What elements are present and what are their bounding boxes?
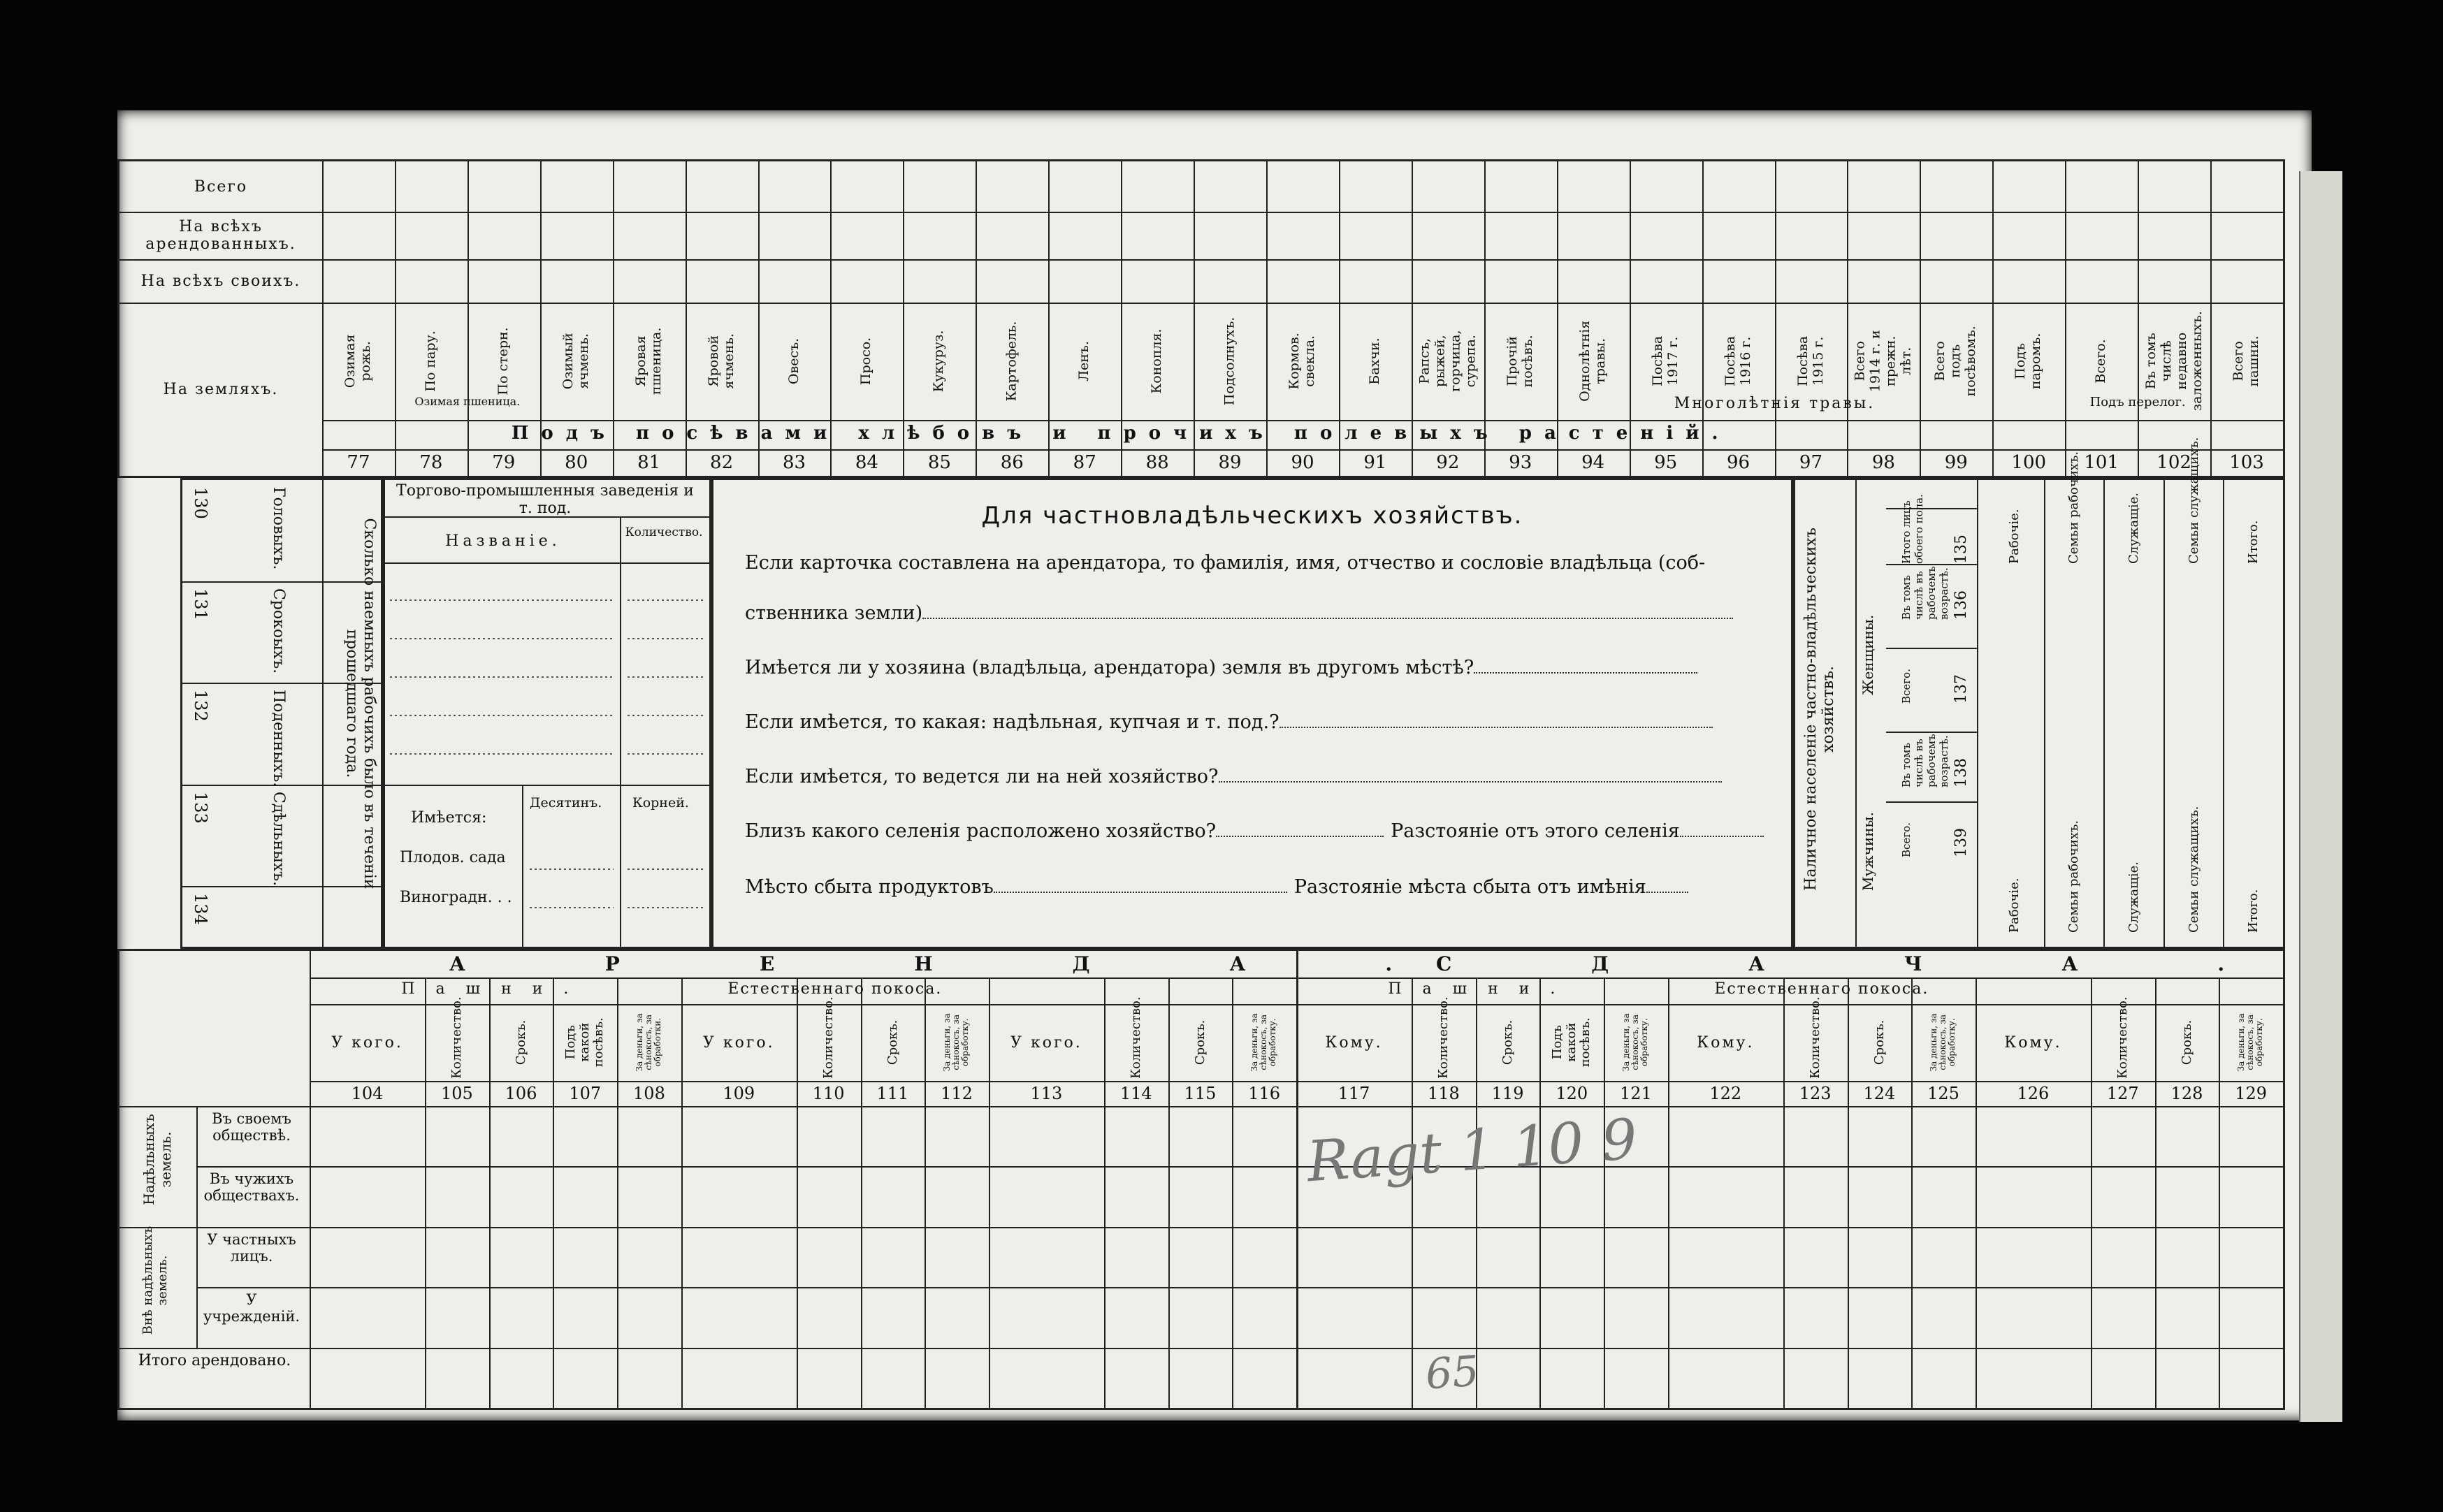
lease-col-header-text: Количество. xyxy=(449,996,464,1079)
lease-col-number: 122 xyxy=(1709,1084,1742,1103)
column-number: 85 xyxy=(927,452,951,473)
lease-col-header-text: Количество. xyxy=(1807,996,1822,1079)
lease-col-number: 109 xyxy=(723,1084,755,1103)
column-number: 84 xyxy=(855,452,878,473)
column-header xyxy=(2210,303,2283,420)
column-number: 91 xyxy=(1363,452,1387,473)
pop-col-header-top: Семьи рабочихъ. xyxy=(2066,451,2082,564)
group-nadel: Надѣльныхъ земель. xyxy=(140,1114,174,1205)
lease-col-number: 112 xyxy=(941,1084,973,1103)
workers-columns xyxy=(180,478,383,949)
lease-col-header xyxy=(1232,1004,1296,1081)
private-line1b-field[interactable] xyxy=(922,618,1733,619)
lease-col-header-text: Количество. xyxy=(1128,996,1143,1079)
lease-col-number: 127 xyxy=(2106,1084,2139,1103)
column-number: 102 xyxy=(2156,452,2191,473)
lease-col-header-text: За деньги, за сѣнокосъ, за обработку. xyxy=(2236,1013,2265,1072)
worker-label: Сдѣльныхъ. xyxy=(270,791,287,886)
lease-col-header-text: За деньги, за сѣнокосъ, за обработку. xyxy=(942,1013,971,1072)
column-number: 92 xyxy=(1436,452,1460,473)
lease-col-header-text: Подъ какой посѣвъ. xyxy=(563,1017,607,1068)
private-line3-field[interactable] xyxy=(1280,727,1713,728)
column-number: 103 xyxy=(2229,452,2264,473)
private-title: Для частновладѣльческихъ хозяйствъ. xyxy=(981,502,1523,530)
lease-col-header xyxy=(489,1004,553,1081)
lease-col-number: 118 xyxy=(1427,1084,1460,1103)
trade-sad: Плодов. сада xyxy=(400,849,506,866)
column-header-text: Всего 1914 г. и прежн. лѣт. xyxy=(1852,330,1914,393)
perennial-grass-label: Многолѣтнія травы. xyxy=(1674,395,1876,412)
hired-workers-label: Сколько наемныхъ рабочихъ было въ теченіи прошедшаго года. xyxy=(343,518,378,889)
lease-col-number: 120 xyxy=(1556,1084,1588,1103)
lease-col-header-text: У кого. xyxy=(702,1033,775,1052)
lease-col-header xyxy=(1911,1004,1976,1081)
column-number: 100 xyxy=(2011,452,2047,473)
column-header-text: Озимая рожь. xyxy=(342,334,373,388)
column-number: 101 xyxy=(2084,452,2119,473)
lease-col-number: 129 xyxy=(2235,1084,2268,1103)
lease-col-header xyxy=(2091,996,2155,1081)
column-header-text: Посѣва 1917 г. xyxy=(1649,335,1681,387)
row-divider xyxy=(119,259,2283,261)
column-header xyxy=(613,303,686,420)
lease-col-header xyxy=(1476,1004,1540,1081)
trade-qty-col: Количество. xyxy=(625,525,703,539)
pop-col-header-top: Рабочіе. xyxy=(2006,509,2022,564)
column-header xyxy=(1194,303,1266,420)
lease-col-number: 115 xyxy=(1184,1084,1217,1103)
pop-col-header-bottom: Семьи рабочихъ. xyxy=(2066,820,2082,933)
column-header xyxy=(1048,303,1121,420)
column-header xyxy=(1412,303,1484,420)
pop-number: 136 xyxy=(1952,590,1970,620)
pop-col-divider xyxy=(2163,480,2165,947)
private-line5a-field[interactable] xyxy=(1216,836,1384,837)
lease-col-header xyxy=(310,1004,425,1081)
column-number: 99 xyxy=(1944,452,1968,473)
pop-women: Женщины. xyxy=(1860,614,1876,695)
lease-col-header-text: Количество. xyxy=(2115,996,2130,1079)
lease-col-header xyxy=(425,996,489,1081)
column-number: 90 xyxy=(1291,452,1314,473)
lease-col-header xyxy=(1783,996,1848,1081)
lease-table xyxy=(117,949,2365,1410)
lease-col-number: 113 xyxy=(1030,1084,1063,1103)
private-line5 xyxy=(745,820,1764,842)
column-header-text: Бахчи. xyxy=(1366,337,1382,385)
column-header-text: Всего. xyxy=(2093,339,2109,384)
column-header xyxy=(830,303,903,420)
column-number: 80 xyxy=(565,452,588,473)
column-number: 81 xyxy=(637,452,661,473)
handwritten-note: Ragt 1 10 9 xyxy=(1305,1106,1639,1195)
lease-col-header-text: За деньги, за сѣнокосъ, за обработку. xyxy=(1621,1013,1650,1072)
pop-vsego-men: Всего. xyxy=(1900,822,1913,857)
column-header xyxy=(1920,303,1992,420)
lease-row-label: У частныхъ лицъ. xyxy=(207,1230,296,1265)
lease-col-header-text: Срокъ. xyxy=(1871,1019,1887,1066)
lease-group-divider xyxy=(196,1106,198,1348)
column-header-text: Яровая пшеница. xyxy=(632,327,664,395)
private-line2 xyxy=(745,657,1697,678)
private-line6b-text: Разстояніе мѣста сбыта отъ имѣнія xyxy=(1293,876,1646,898)
lease-col-number: 117 xyxy=(1338,1084,1370,1103)
trade-title: Торгово-промышленныя заведенія и т. под. xyxy=(396,482,694,517)
lease-col-header xyxy=(617,1004,681,1081)
private-line6a-text: Мѣсто сбыта продуктовъ xyxy=(745,876,994,898)
lease-col-header-text: Срокъ. xyxy=(1500,1019,1515,1066)
column-number: 86 xyxy=(1000,452,1024,473)
column-divider xyxy=(2283,161,2284,476)
column-header-text: Конопля. xyxy=(1149,328,1165,394)
private-line6 xyxy=(745,876,1688,898)
lease-col-header xyxy=(1668,1004,1783,1081)
lease-col-number: 121 xyxy=(1620,1084,1652,1103)
column-header-text: Кормов. свекла. xyxy=(1286,333,1317,390)
mid-left-divider xyxy=(322,480,324,947)
column-header xyxy=(686,303,758,420)
worker-number: 131 xyxy=(191,588,210,621)
lease-col-header xyxy=(1604,1004,1668,1081)
lease-col-header-text: Срокъ. xyxy=(513,1019,528,1066)
column-header-text: Ленъ. xyxy=(1076,341,1092,381)
column-number: 87 xyxy=(1073,452,1096,473)
worker-number: 132 xyxy=(191,690,210,722)
private-line4-field[interactable] xyxy=(1219,781,1722,783)
column-header-text: Въ томъ числѣ недавно заложенныхъ. xyxy=(2143,311,2204,412)
pop-divider xyxy=(1977,480,1978,947)
lease-col-number: 106 xyxy=(505,1084,537,1103)
pop-col-divider xyxy=(2223,480,2224,947)
row-label: На всѣхъ арендованныхъ. xyxy=(145,218,296,253)
band-top-divider xyxy=(322,420,2283,421)
lease-col-header-text: Подъ какой посѣвъ. xyxy=(1550,1017,1593,1068)
trade-name-col: Названіе. xyxy=(445,532,561,550)
column-header xyxy=(758,303,831,420)
handwritten-bottom: 65 xyxy=(1423,1346,1481,1400)
private-line5b-text: Разстояніе отъ этого селенія xyxy=(1391,820,1680,842)
private-line6a-field[interactable] xyxy=(994,892,1287,893)
lease-col-number: 110 xyxy=(812,1084,845,1103)
lease-col-number: 114 xyxy=(1119,1084,1152,1103)
column-header-text: По стерн. xyxy=(495,327,511,395)
private-line1b xyxy=(745,602,1733,624)
row-label: Всего xyxy=(194,177,248,196)
lease-col-header xyxy=(989,1004,1104,1081)
worker-label: Головыхъ. xyxy=(270,487,287,570)
pop-col-divider xyxy=(2044,480,2045,947)
pop-number: 139 xyxy=(1952,828,1970,857)
lease-col-number: 105 xyxy=(440,1084,473,1103)
column-header-text: Прочій посѣвъ. xyxy=(1504,335,1535,388)
lease-col-header-text: У кого. xyxy=(1010,1033,1082,1052)
column-header-text: Просо. xyxy=(858,337,874,386)
lease-col-header-text: Срокъ. xyxy=(2179,1019,2194,1066)
column-header-text: Посѣва 1916 г. xyxy=(1722,335,1753,387)
group-vne: Внѣ надѣльныхъ земель. xyxy=(140,1226,170,1335)
lease-col-header-text: Кому. xyxy=(1697,1033,1755,1052)
lease-col-header xyxy=(1168,1004,1233,1081)
private-line1b-text: ственника земли) xyxy=(745,602,923,624)
sdacha-pashni-label: Пашни. xyxy=(1388,980,1576,998)
lease-row-divider xyxy=(196,1287,2283,1288)
column-number: 93 xyxy=(1509,452,1532,473)
lease-row-divider xyxy=(119,1106,2283,1107)
private-line3 xyxy=(745,711,1713,733)
pop-number: 137 xyxy=(1952,674,1970,704)
lease-col-header xyxy=(1539,1004,1604,1081)
worker-number: 133 xyxy=(191,791,210,824)
lease-col-divider xyxy=(310,951,311,1408)
pop-col-header-top: Итого. xyxy=(2246,520,2261,564)
column-header xyxy=(322,303,395,420)
column-header xyxy=(1557,303,1630,420)
lease-col-header-text: Срокъ. xyxy=(885,1019,900,1066)
lease-row-divider xyxy=(196,1166,2283,1168)
lease-col-header-text: У кого. xyxy=(331,1033,403,1052)
column-header xyxy=(1484,303,1557,420)
row-label: На всѣхъ своихъ. xyxy=(140,272,301,290)
column-header-text: Посѣва 1915 г. xyxy=(1795,335,1826,387)
column-number: 82 xyxy=(710,452,734,473)
row-divider xyxy=(119,212,2283,213)
column-header-text: Подъ паромъ. xyxy=(2013,333,2044,390)
worker-label: Поденныхъ. xyxy=(270,690,287,787)
column-header xyxy=(1121,303,1194,420)
lease-col-header xyxy=(861,1004,925,1081)
column-header xyxy=(1266,303,1339,420)
lease-col-number: 126 xyxy=(2017,1084,2050,1103)
column-header xyxy=(540,303,613,420)
sdacha-title: СДАЧА. xyxy=(1436,952,2365,975)
trade-grid xyxy=(383,478,711,949)
lease-col-header xyxy=(1412,996,1476,1081)
lease-col-header-text: Срокъ. xyxy=(1192,1019,1208,1066)
winter-wheat-label: Озимая пшеница. xyxy=(414,395,521,408)
column-number: 95 xyxy=(1654,452,1678,473)
pop-col-header-top: Семьи служащихъ. xyxy=(2186,437,2201,564)
lease-col-header xyxy=(2219,1004,2283,1081)
column-number: 79 xyxy=(492,452,516,473)
pop-col-header-bottom: Итого. xyxy=(2246,889,2261,933)
pop-total: Итого лицъ обоего пола. xyxy=(1900,494,1925,564)
private-line5b-field[interactable] xyxy=(1680,836,1764,837)
lease-col-header xyxy=(681,1004,797,1081)
column-header-text: Подсолнухъ. xyxy=(1222,317,1238,406)
lease-col-header-text: Количество. xyxy=(820,996,836,1079)
column-number: 88 xyxy=(1145,452,1169,473)
pop-col-header-top: Служащіе. xyxy=(2126,493,2141,564)
crops-area xyxy=(117,159,2285,478)
pop-vsego-women: Всего. xyxy=(1900,669,1913,704)
sheet-edge xyxy=(2299,171,2342,1422)
lease-row-divider xyxy=(119,1348,2283,1349)
fallow-label: Подъ перелог. xyxy=(2089,395,2186,409)
column-header xyxy=(1992,303,2065,420)
lease-col-header-text: За деньги, за сѣнокосъ, за обработку. xyxy=(1929,1013,1957,1072)
lease-col-header-text: Количество. xyxy=(1435,996,1451,1079)
private-line4-text: Если имѣется, то ведется ли на ней хозяйство? xyxy=(745,766,1219,787)
row-label: На земляхъ. xyxy=(163,380,279,398)
lease-col-header-text: Кому. xyxy=(2004,1033,2062,1052)
pop-number: 135 xyxy=(1952,535,1970,564)
column-number: 78 xyxy=(419,452,443,473)
lease-col-number: 108 xyxy=(633,1084,665,1103)
column-header-text: Всего подъ посѣвомъ. xyxy=(1932,326,1979,397)
private-line2-field[interactable] xyxy=(1474,672,1697,674)
pop-work-women: Въ томъ числѣ въ рабочемъ возрастѣ. xyxy=(1900,566,1950,620)
lease-row-label: Въ своемъ обществѣ. xyxy=(212,1110,291,1144)
private-line6b-field[interactable] xyxy=(1646,892,1688,893)
lease-col-header xyxy=(553,1004,617,1081)
lease-col-number: 124 xyxy=(1863,1084,1896,1103)
crops-band-label: Подъ посѣвами хлѣбовъ и прочихъ полевыхъ растеній. xyxy=(511,423,1731,444)
pop-col-header-bottom: Рабочіе. xyxy=(2006,878,2022,933)
lease-col-number: 123 xyxy=(1799,1084,1832,1103)
lease-section-divider xyxy=(1296,951,1298,1408)
pop-col-divider xyxy=(2103,480,2105,947)
lease-col-header xyxy=(1848,1004,1912,1081)
private-line3-text: Если имѣется, то какая: надѣльная, купчая и т. под.? xyxy=(745,711,1280,733)
arenda-pokos-label: Естественнаго покоса. xyxy=(727,980,943,998)
trade-vinograd: Виноградн. . . xyxy=(400,889,512,906)
private-line4 xyxy=(745,766,1722,787)
sdacha-pokos-label: Естественнаго покоса. xyxy=(1714,980,1929,998)
lease-col-number: 107 xyxy=(569,1084,602,1103)
trade-korney: Корней. xyxy=(632,795,689,810)
column-header-text: Всего пашни. xyxy=(2231,335,2262,387)
column-number: 96 xyxy=(1726,452,1750,473)
pop-col-header-bottom: Служащіе. xyxy=(2126,862,2141,933)
column-header-text: Рапсъ, рыжей, горчица, сурепа. xyxy=(1416,330,1478,393)
lease-col-number: 125 xyxy=(1927,1084,1959,1103)
lease-col-number: 116 xyxy=(1248,1084,1281,1103)
pop-col-header-bottom: Семьи служащихъ. xyxy=(2186,806,2201,933)
private-line5a-text: Близъ какого селенія расположено хозяйство? xyxy=(745,820,1217,842)
column-header-text: По пару. xyxy=(422,330,438,392)
pop-work-men: Въ томъ числѣ въ рабочемъ возрастѣ. xyxy=(1900,734,1950,787)
lease-col-number: 104 xyxy=(351,1084,384,1103)
lease-col-header xyxy=(1976,1004,2091,1081)
column-header-text: Озимый ячмень. xyxy=(560,333,591,390)
private-line2-text: Имѣется ли у хозяина (владѣльца, арендатора) земля въ другомъ мѣстѣ? xyxy=(745,657,1474,678)
arenda-pashni-label: Пашни. xyxy=(401,980,590,998)
lease-row-label: Въ чужихъ обществахъ. xyxy=(203,1170,300,1205)
lease-col-header xyxy=(925,1004,989,1081)
population-label: Наличное населеніе частно-владѣльческихъ хозяйствъ. xyxy=(1802,528,1837,891)
trade-desyat: Десятинъ. xyxy=(530,795,602,810)
column-header-text: Однолѣтнія травы. xyxy=(1576,320,1608,402)
private-line1a: Если карточка составлена на арендатора, то фамилія, имя, отчество и сословіе владѣльца (соб- xyxy=(745,552,1706,574)
pop-number: 138 xyxy=(1952,758,1970,787)
lease-row-divider xyxy=(119,1227,2283,1228)
column-header xyxy=(976,303,1048,420)
lease-col-header-text: За деньги, за сѣнокосъ, за обработку. xyxy=(1249,1013,1278,1072)
lease-col-number: 111 xyxy=(876,1084,909,1103)
lease-col-number: 128 xyxy=(2170,1084,2203,1103)
column-header-text: Кукуруз. xyxy=(931,330,947,393)
worker-label: Срокоыхъ. xyxy=(270,588,287,674)
lease-col-header xyxy=(797,996,861,1081)
lease-col-header xyxy=(1296,1004,1412,1081)
worker-number: 134 xyxy=(191,892,210,925)
lease-col-number: 119 xyxy=(1491,1084,1524,1103)
trade-has: Имѣется: xyxy=(411,809,487,827)
column-number: 98 xyxy=(1871,452,1895,473)
column-number: 83 xyxy=(782,452,806,473)
column-number: 89 xyxy=(1218,452,1242,473)
column-number: 77 xyxy=(347,452,370,473)
lease-total-label: Итого арендовано. xyxy=(138,1351,291,1369)
arenda-title: АРЕНДА. xyxy=(449,952,1532,975)
lease-col-header xyxy=(2155,1004,2219,1081)
lease-col-header-text: Кому. xyxy=(1325,1033,1383,1052)
lease-col-header-text: За деньги, за сѣнокосъ, за обработки. xyxy=(635,1013,663,1072)
column-header-text: Картофель. xyxy=(1003,321,1020,402)
column-header-text: Яровой ячмень. xyxy=(705,333,737,389)
worker-number: 130 xyxy=(191,487,210,519)
column-number: 97 xyxy=(1799,452,1823,473)
lease-row-label: У учрежденій. xyxy=(203,1291,300,1325)
column-number: 94 xyxy=(1581,452,1605,473)
lease-col-header xyxy=(1104,996,1168,1081)
pop-divider xyxy=(1855,480,1857,947)
pop-men: Мужчины. xyxy=(1860,812,1876,891)
column-header-text: Овесъ. xyxy=(785,337,802,385)
column-header xyxy=(1339,303,1412,420)
column-header xyxy=(903,303,976,420)
